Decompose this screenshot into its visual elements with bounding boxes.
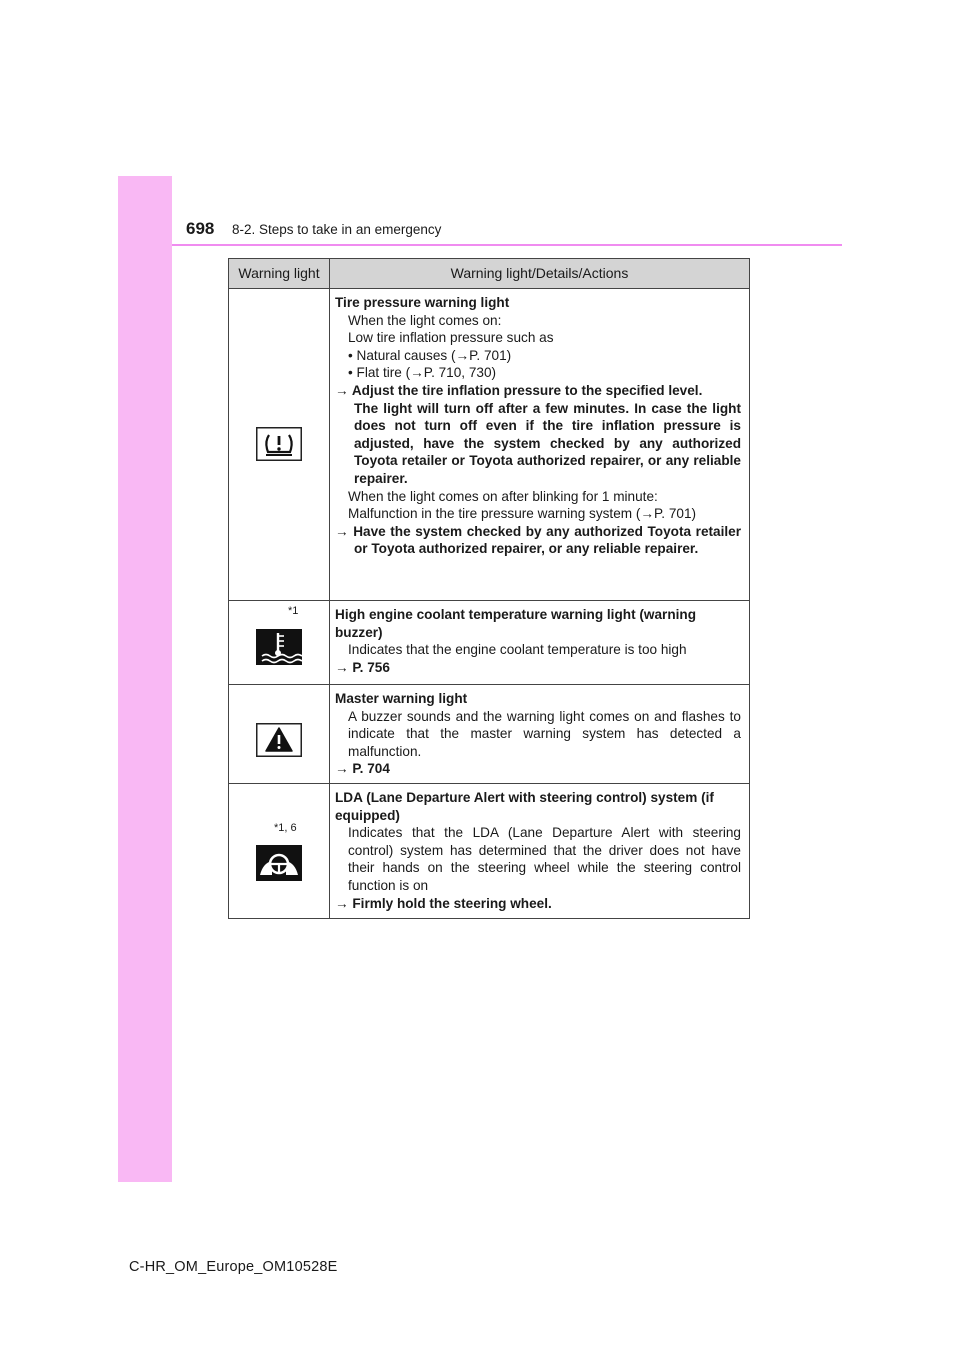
coolant-details	[330, 601, 750, 685]
page-number: 698	[186, 219, 215, 238]
table-row	[229, 685, 750, 784]
table-row	[229, 601, 750, 685]
icon-cell	[229, 685, 330, 784]
detail-text: When the light comes on:	[348, 312, 502, 328]
col-header-details: Warning light/Details/Actions	[330, 259, 750, 289]
footnote-ref: *1	[288, 605, 299, 617]
lda-title: LDA (Lane Departure Alert with steering control) system (if equipped)	[335, 789, 714, 823]
action-text: → Adjust the tire inflation pressure to the specified level.	[335, 382, 703, 398]
tire-pressure-details	[330, 289, 750, 601]
icon-cell	[229, 289, 330, 601]
lda-details	[330, 783, 750, 918]
coolant-temperature-icon	[256, 629, 302, 665]
tire-pressure-icon	[256, 427, 302, 461]
action-detail: The light will turn off after a few minutes. In case the light does not turn off even if the tire inflation pressure is adjusted, have the system checked by any authorized Toyota retailer or Toyota authorized repairer, or any reliable repairer.	[354, 400, 741, 486]
icon-cell	[229, 783, 330, 918]
table-row	[229, 289, 750, 601]
detail-text: A buzzer sounds and the warning light comes on and flashes to indicate that the master warning system has detected a malfunction.	[348, 708, 741, 759]
detail-text: Indicates that the LDA (Lane Departure Alert with steering control) system has determined that the driver does not have their hands on the steering wheel while the steering control function is on	[348, 825, 741, 893]
table-row	[229, 783, 750, 918]
master-warning-icon	[256, 723, 302, 757]
action-text: → P. 756	[335, 659, 390, 675]
document-code: C-HR_OM_Europe_OM10528E	[129, 1259, 338, 1275]
detail-text: Indicates that the engine coolant temperature is too high	[348, 642, 687, 658]
header-divider	[172, 244, 842, 246]
section-title: 8-2. Steps to take in an emergency	[232, 222, 442, 237]
icon-cell	[229, 601, 330, 685]
list-item: • Natural causes (→P. 701)	[348, 347, 512, 363]
coolant-title: High engine coolant temperature warning light (warning buzzer)	[335, 607, 697, 640]
detail-text: Malfunction in the tire pressure warning system (→P. 701)	[348, 506, 697, 522]
list-item: • Flat tire (→P. 710, 730)	[348, 365, 497, 381]
action-text: → P. 704	[335, 761, 390, 777]
chapter-side-tab	[118, 176, 172, 1182]
warning-light-table	[228, 258, 750, 919]
master-warning-title: Master warning light	[335, 691, 468, 706]
action-text: → Have the system checked by any authorized Toyota retailer or Toyota authorized repairer, or any reliable repairer.	[335, 523, 741, 557]
action-text: → Firmly hold the steering wheel.	[335, 895, 552, 911]
table-header-row	[229, 259, 750, 289]
master-warning-details	[330, 685, 750, 784]
tire-pressure-title: Tire pressure warning light	[335, 295, 510, 310]
detail-text: Low tire inflation pressure such as	[348, 330, 554, 346]
detail-text: When the light comes on after blinking for 1 minute:	[348, 488, 658, 504]
footnote-ref: *1, 6	[274, 821, 297, 834]
col-header-warning-light: Warning light	[229, 259, 330, 289]
steering-hands-icon	[256, 845, 302, 881]
